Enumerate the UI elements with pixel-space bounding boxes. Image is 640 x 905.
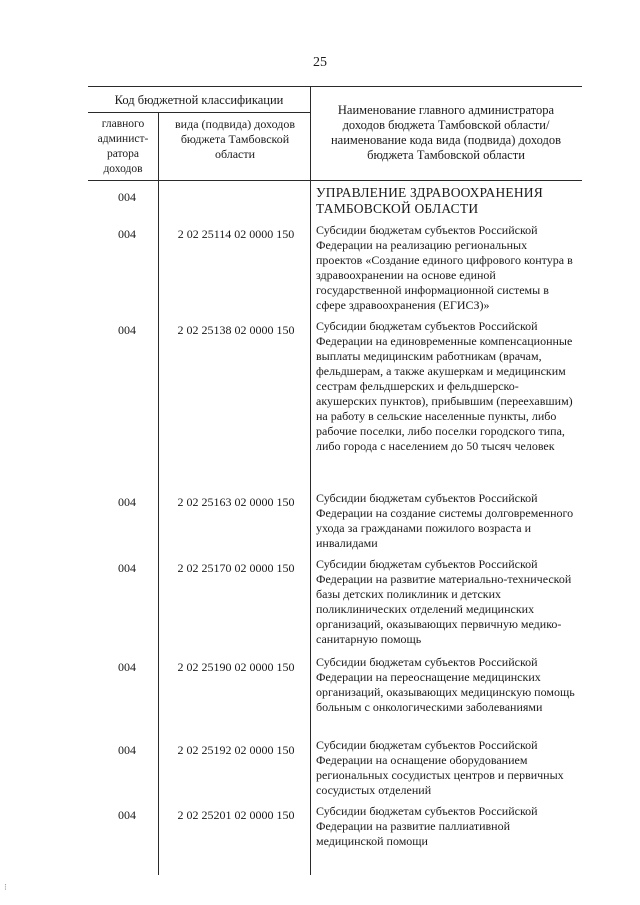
row-admin-code: 004 — [118, 561, 136, 575]
header-bottom-border — [88, 180, 582, 181]
row-income-name: Субсидии бюджетам субъектов Российской Федерации на развитие паллиативной медицинской помощи — [316, 804, 538, 848]
header-col-code: вида (подвида) доходов бюджета Тамбовской области — [175, 117, 295, 161]
row-income-code: 2 02 25192 02 0000 150 — [177, 743, 295, 757]
row-admin-code: 004 — [118, 743, 136, 757]
row-admin-code: 004 — [118, 808, 136, 822]
row-income-code: 2 02 25201 02 0000 150 — [177, 808, 295, 822]
row-income-code: 2 02 25163 02 0000 150 — [177, 495, 295, 509]
header-group-divider — [88, 112, 310, 113]
header-col-admin: главного админист-ратора доходов — [97, 118, 149, 175]
scan-edge-mark: ⁝ — [4, 882, 7, 892]
row-admin-code: 004 — [118, 190, 136, 204]
row-income-code: 2 02 25170 02 0000 150 — [177, 561, 295, 575]
page-number: 25 — [313, 55, 327, 70]
row-income-name: Субсидии бюджетам субъектов Российской Федерации на реализацию региональных проектов «Создание единого цифрового контура в здравоохранении на основе единой государственной информационной системы в сфере здравоохранения (ЕГИСЗ)» — [316, 223, 573, 312]
row-admin-code: 004 — [118, 495, 136, 509]
row-income-code: 2 02 25190 02 0000 150 — [177, 660, 295, 674]
header-col-name: Наименование главного администратора доходов бюджета Тамбовской области/наименование кода вида (подвида) доходов бюджета Тамбовской области — [330, 103, 561, 162]
column-divider-admin-code — [158, 112, 159, 875]
row-income-name: Субсидии бюджетам субъектов Российской Федерации на оснащение оборудованием региональных сосудистых центров и первичных сосудистых отделений — [316, 738, 564, 797]
row-income-name: УПРАВЛЕНИЕ ЗДРАВООХРАНЕНИЯ ТАМБОВСКОЙ ОБЛАСТИ — [316, 185, 543, 216]
row-admin-code: 004 — [118, 660, 136, 674]
row-income-name: Субсидии бюджетам субъектов Российской Федерации на развитие материально-технической базы детских поликлиник и детских поликлинических отделений медицинских организаций, оказывающих первичную медико-санитарную помощь — [316, 557, 572, 646]
row-income-code: 2 02 25114 02 0000 150 — [177, 227, 295, 241]
row-income-name: Субсидии бюджетам субъектов Российской Федерации на переоснащение медицинских организаций, оказывающих медицинскую помощь больным с онкологическими заболеваниями — [316, 655, 575, 714]
column-divider-code-name — [310, 86, 311, 875]
row-income-code: 2 02 25138 02 0000 150 — [177, 323, 295, 337]
row-admin-code: 004 — [118, 227, 136, 241]
row-income-name: Субсидии бюджетам субъектов Российской Федерации на единовременные компенсационные выплаты медицинским работникам (врачам, фельдшерам, а также акушеркам и медицинским сестрам фельдшерских и фельдшерско-акушерских пунктов), прибывшим (переехавшим) на работу в сельские населенные пункты, либо рабочие поселки, либо поселки городского типа, либо города с населением до 50 тысяч человек — [316, 319, 573, 453]
row-income-name: Субсидии бюджетам субъектов Российской Федерации на создание системы долговременного ухода за гражданами пожилого возраста и инвалидами — [316, 491, 574, 550]
table-top-border — [88, 86, 582, 87]
header-group-title: Код бюджетной классификации — [114, 93, 284, 107]
row-admin-code: 004 — [118, 323, 136, 337]
